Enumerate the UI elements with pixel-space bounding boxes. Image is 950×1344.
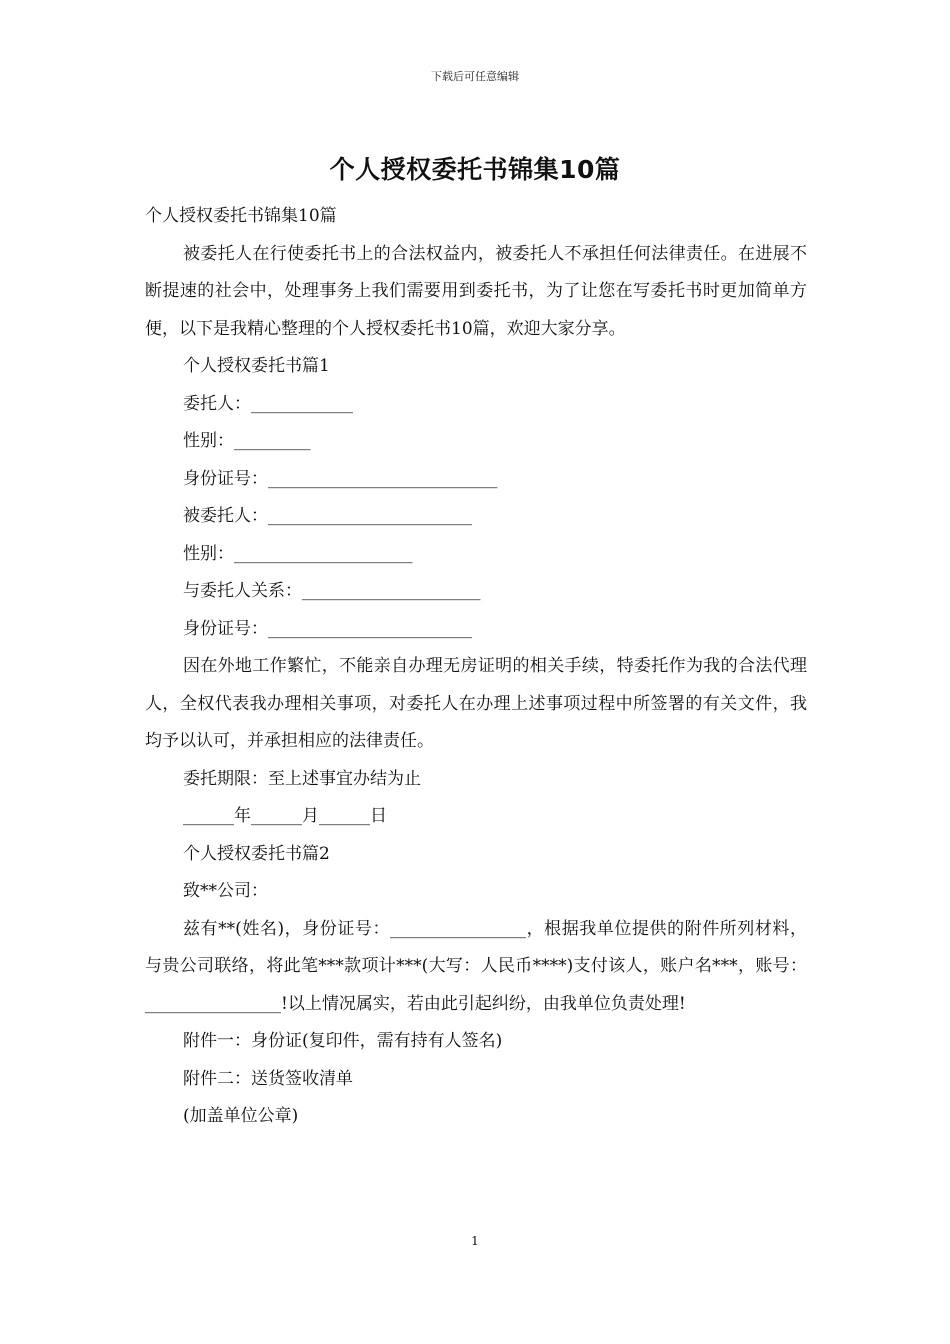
date-line: ______年______月______日	[183, 806, 387, 826]
document-body	[145, 198, 807, 1136]
header-note: 下载后可任意编辑	[431, 70, 519, 83]
page-number: 1	[471, 1234, 479, 1248]
field-principal: 委托人：____________	[183, 393, 353, 414]
seal-note: (加盖单位公章)	[183, 1106, 299, 1126]
authorization-paragraph: 因在外地工作繁忙，不能亲自办理无房证明的相关手续，特委托作为我的合法代理人，全权代表我办理相关事项，对委托人在办理上述事项过程中所签署的有关文件，我均予以认可，并承担相应的法律责任。	[145, 656, 807, 751]
subtitle-line: 个人授权委托书锦集10篇	[145, 206, 337, 226]
document-title: 个人授权委托书锦集10篇	[329, 155, 621, 184]
field-agent-id: 身份证号：________________________	[183, 618, 472, 639]
attachment-2: 附件二：送货签收清单	[183, 1068, 353, 1089]
field-agent: 被委托人：________________________	[183, 506, 472, 526]
attachment-1: 附件一：身份证(复印件，需有持有人签名)	[183, 1031, 503, 1051]
validity-period: 委托期限：至上述事宜办结为止	[183, 768, 421, 789]
intro-paragraph: 被委托人在行使委托书上的合法权益内，被委托人不承担任何法律责任。在进展不断提速的社会中，处理事务上我们需要用到委托书，为了让您在写委托书时更加简单方便，以下是我精心整理的个人授权委托书10篇，欢迎大家分享。	[145, 243, 807, 339]
field-principal-id: 身份证号：___________________________	[183, 468, 498, 489]
section-heading-2: 个人授权委托书篇2	[183, 843, 330, 864]
salutation: 致**公司：	[183, 881, 268, 901]
field-principal-gender: 性别：_________	[183, 431, 311, 451]
field-agent-gender: 性别：_____________________	[183, 543, 413, 564]
field-relationship: 与委托人关系：_____________________	[183, 581, 481, 601]
section-heading-1: 个人授权委托书篇1	[183, 356, 330, 376]
payment-paragraph: 兹有**(姓名)，身份证号：________________，根据我单位提供的附件所列材料，与贵公司联络，将此笔***款项计***(大写：人民币****)支付该人，账户名***，账号：________________!以上情况属实，若由此引起纠纷，由我单位负责处理!	[145, 918, 807, 1014]
